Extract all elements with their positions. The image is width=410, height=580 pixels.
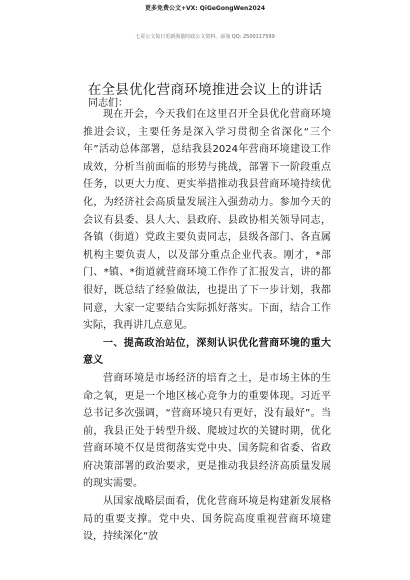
greeting: 同志们： bbox=[88, 98, 128, 109]
document-title: 在全县优化营商环境推进会议上的讲话 bbox=[87, 82, 323, 98]
paragraph-intro: 现在开会，今天我们在这里召开全县优化营商环境推进会议，主要任务是深入学习贯彻全省深化“三个年”活动总体部署，总结我县2024年营商环境建设工作成效，分析当前面临的形势与挑战，部署下一阶段重点任务，以更大力度、更实举措推动我县营商环境持续优化，为经济社会高质量发展注入强劲动力。参加今天的会议有县委、县人大、县政府、县政协相关领导同志，各镇（街道）党政主要负责同志，县级各部门、各直属机构主要负责人，以及部分重点企业代表。刚才，*部门、*镇、*街道就营商环境工作作了汇报发言，讲的都很好，既总结了经验做法，也提出了下一步计划，我都同意，大家一定要结合实际抓好落实。下面，结合工作实际，我再讲几点意见。 bbox=[83, 109, 331, 332]
paragraph-3: 从国家战略层面看，优化营商环境是构建新发展格局的重要支撑。党中央、国务院高度重视营商环境建设，持续深化“放 bbox=[83, 496, 331, 543]
section-heading-1: 一、提高政治站位，深刻认识优化营商环境的重大意义 bbox=[83, 337, 331, 367]
top-watermark-note: 更多免费公文+VX: QiGeGongWen2024 bbox=[145, 5, 265, 12]
document-body bbox=[83, 106, 331, 546]
paragraph-2: 营商环境是市场经济的培育之土，是市场主体的生命之氧，更是一个地区核心竞争力的重要体现。习近平总书记多次强调，“营商环境只有更好，没有最好”。当前，我县正处于转型升级、爬坡过坎的关键时期，优化营商环境不仅是贯彻落实党中央、国务院和省委、省政府决策部署的政治要求，更是推动我县经济高质量发展的现实需要。 bbox=[83, 372, 331, 490]
header-contact-note: 七哥公文每日更新海量时政公文资料，添加 QQ: 2500117599 bbox=[135, 34, 275, 40]
